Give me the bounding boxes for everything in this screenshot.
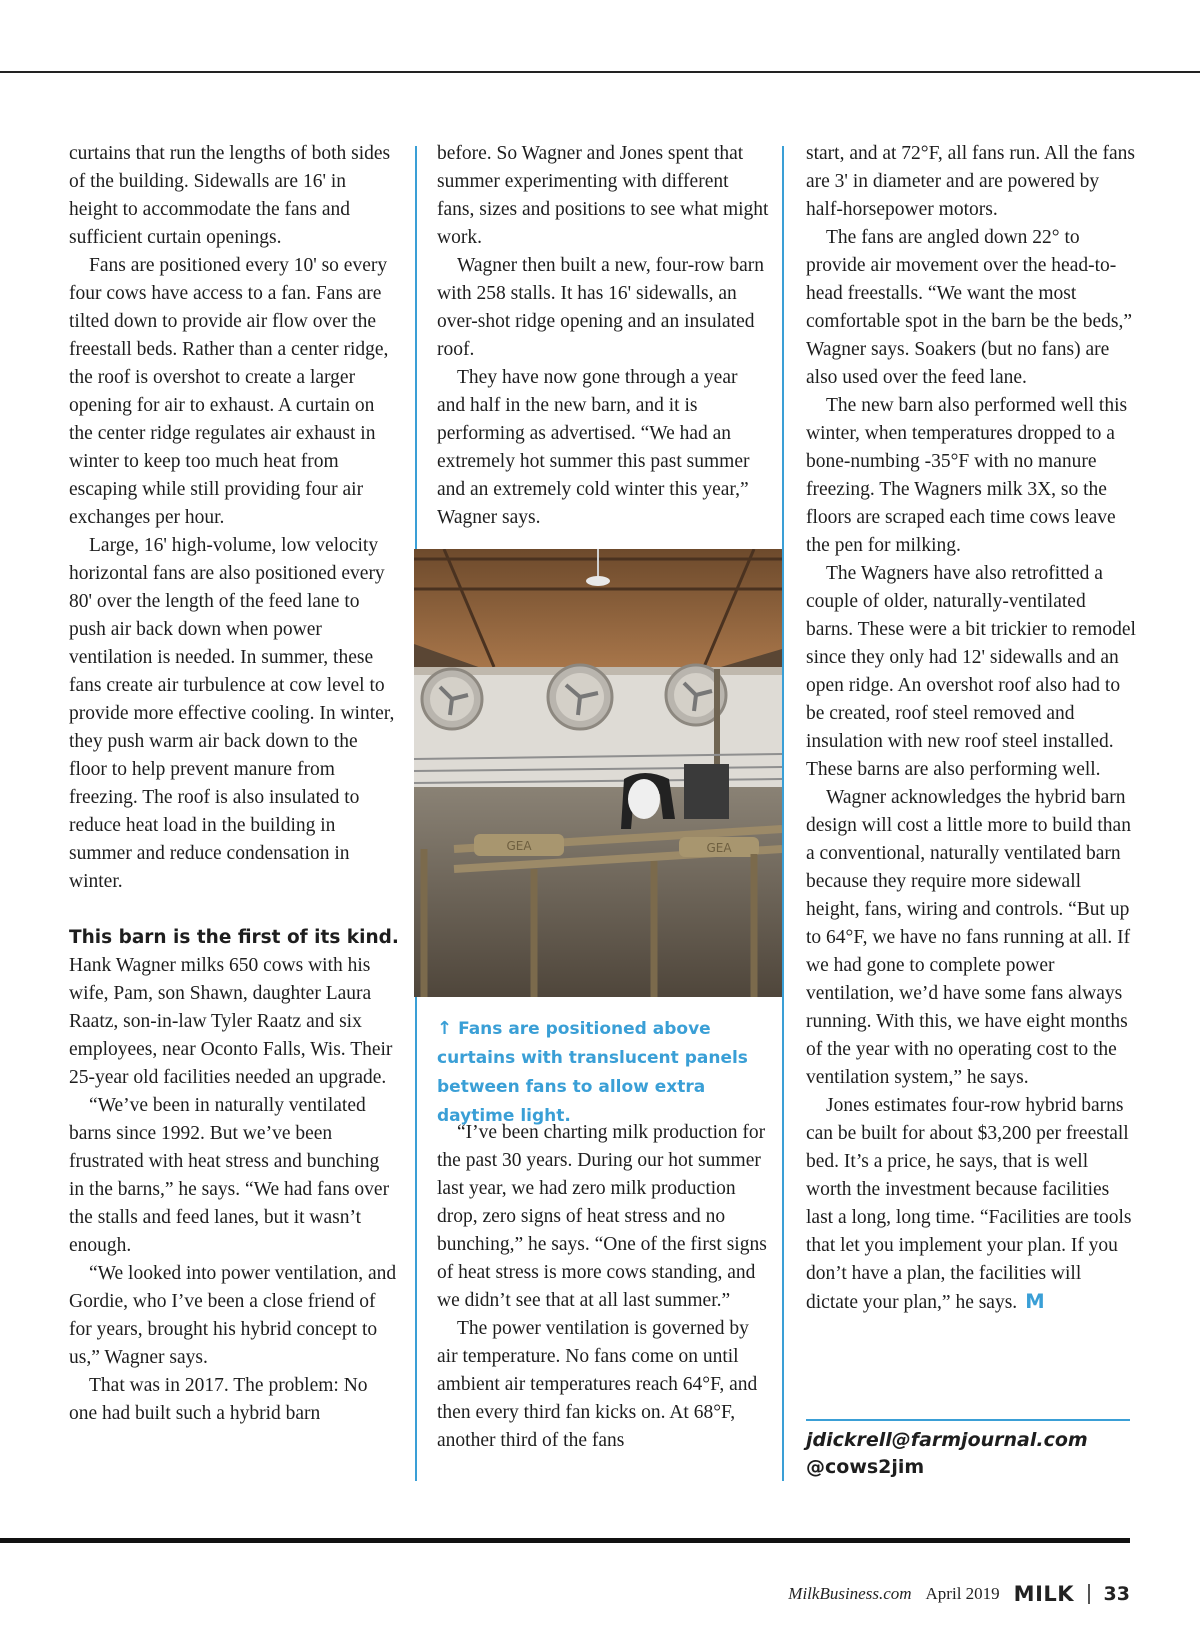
photo-caption bbox=[437, 1014, 767, 1131]
footer-site: MilkBusiness.com bbox=[788, 1584, 912, 1603]
article-column-2 bbox=[437, 140, 770, 532]
article-column-2-continued bbox=[437, 1119, 770, 1455]
end-mark: M bbox=[1025, 1290, 1045, 1313]
paragraph: “We looked into power ventilation, and Gordie, who I’ve been a close friend of for years, brought his hybrid concept to us,” Wagner says. bbox=[69, 1263, 397, 1368]
author-signature bbox=[806, 1427, 1088, 1481]
paragraph: start, and at 72°F, all fans run. All the fans are 3' in diameter and are powered by half-horsepower motors. bbox=[806, 143, 1136, 220]
paragraph: Wagner then built a new, four-row barn with 258 stalls. It has 16' sidewalls, an over-shot ridge opening and an insulated roof. bbox=[437, 255, 765, 360]
fence-brand-text: GEA bbox=[706, 841, 732, 855]
footer-date: April 2019 bbox=[925, 1584, 1000, 1603]
paragraph: Wagner acknowledges the hybrid barn design will cost a little more to build than a conventional, naturally ventilated barn because they require more sidewall height, fans, wiring and controls. “But up to 64°F, we have no fans running at all. If we had gone to complete power ventilation, we’d have some fans always running. With this, we have eight months of the year with no operating cost to the ventilation system,” he says. bbox=[806, 787, 1131, 1088]
section-subhead: This barn is the first of its kind. bbox=[69, 927, 399, 948]
author-email[interactable]: jdickrell@farmjournal.com bbox=[806, 1429, 1088, 1451]
arrow-up-icon: ↑ bbox=[437, 1018, 453, 1039]
paragraph: That was in 2017. The problem: No one had built such a hybrid barn bbox=[69, 1375, 368, 1424]
top-rule bbox=[0, 71, 1200, 73]
paragraph bbox=[806, 1092, 1136, 1317]
paragraph: curtains that run the lengths of both sides of the building. Sidewalls are 16' in height to accommodate the fans and sufficient curtain openings. bbox=[69, 143, 391, 248]
paragraph: They have now gone through a year and half in the new barn, and it is performing as advertised. “We had an extremely hot summer this past summer and an extremely cold winter this year,” Wagner says. bbox=[437, 367, 750, 528]
paragraph: before. So Wagner and Jones spent that summer experimenting with different fans, sizes and positions to see what might work. bbox=[437, 143, 769, 248]
paragraph: The power ventilation is governed by air temperature. No fans come on until ambient air temperatures reach 64°F, and then every third fan kicks on. At 68°F, another third of the fans bbox=[437, 1318, 758, 1451]
footer-separator bbox=[1088, 1584, 1090, 1604]
paragraph: The fans are angled down 22° to provide air movement over the head-to-head freestalls. “We want the most comfortable spot in the barn be the beds,” Wagner says. Soakers (but no fans) are also used over the feed lane. bbox=[806, 227, 1132, 388]
bottom-rule bbox=[0, 1538, 1130, 1543]
signature-rule bbox=[806, 1419, 1130, 1421]
paragraph: The Wagners have also retrofitted a couple of older, naturally-ventilated barns. These were a bit trickier to remodel since they only had 12' sidewalls and an open ridge. An overshot roof also had to be created, roof steel removed and insulation with new roof steel installed. These barns are also performing well. bbox=[806, 563, 1136, 780]
page-footer bbox=[788, 1582, 1130, 1606]
article-column-1 bbox=[69, 140, 399, 1428]
paragraph: The new barn also performed well this winter, when temperatures dropped to a bone-numbing -35°F with no manure freezing. The Wagners milk 3X, so the floors are scraped each time cows leave the pen for milking. bbox=[806, 395, 1128, 556]
barn-interior-image bbox=[414, 549, 782, 997]
caption-text: Fans are positioned above curtains with translucent panels between fans to allow extra daytime light. bbox=[437, 1019, 748, 1126]
magazine-logo: MILK bbox=[1013, 1582, 1075, 1606]
paragraph: “We’ve been in naturally ventilated barns since 1992. But we’ve been frustrated with heat stress and bunching in the barns,” he says. “We had fans over the stalls and feed lanes, but it wasn’t enough. bbox=[69, 1095, 390, 1256]
author-handle[interactable]: @cows2jim bbox=[806, 1456, 925, 1478]
fence-brand-text: GEA bbox=[506, 839, 532, 853]
paragraph: Large, 16' high-volume, low velocity horizontal fans are also positioned every 80' over the length of the feed lane to push air back down when power ventilation is needed. In summer, these fans create air turbulence at cow level to provide more effective cooling. In winter, they push warm air back down to the floor to help prevent manure from freezing. The roof is also insulated to reduce heat load in the building in summer and reduce condensation in winter. bbox=[69, 535, 395, 892]
paragraph: Hank Wagner milks 650 cows with his wife, Pam, son Shawn, daughter Laura Raatz, son-in-law Tyler Raatz and six employees, near Oconto Falls, Wis. Their 25-year old facilities needed an upgrade. bbox=[69, 955, 393, 1088]
paragraph: “I’ve been charting milk production for the past 30 years. During our hot summer last year, we had zero milk production drop, zero signs of heat stress and no bunching,” he says. “One of the first signs of heat stress is more cows standing, and we didn’t see that at all last summer.” bbox=[437, 1122, 767, 1311]
paragraph-text: Jones estimates four-row hybrid barns can be built for about $3,200 per freestall bed. It’s a price, he says, that is well worth the investment because facilities last a long, long time. “Facilities are tools that let you implement your plan. If you don’t have a plan, the facilities will dictate your plan,” he says. bbox=[806, 1095, 1132, 1313]
barn-photo bbox=[414, 549, 782, 997]
article-column-3 bbox=[806, 140, 1136, 1317]
paragraph: Fans are positioned every 10' so every four cows have access to a fan. Fans are tilted down to provide air flow over the freestall beds. Rather than a center ridge, the roof is overshot to create a larger opening for air to exhaust. A curtain on the center ridge regulates air exhaust in winter to keep too much heat from escaping while still providing four air exchanges per hour. bbox=[69, 255, 389, 528]
page-number: 33 bbox=[1103, 1583, 1130, 1605]
column-divider bbox=[782, 146, 784, 1481]
